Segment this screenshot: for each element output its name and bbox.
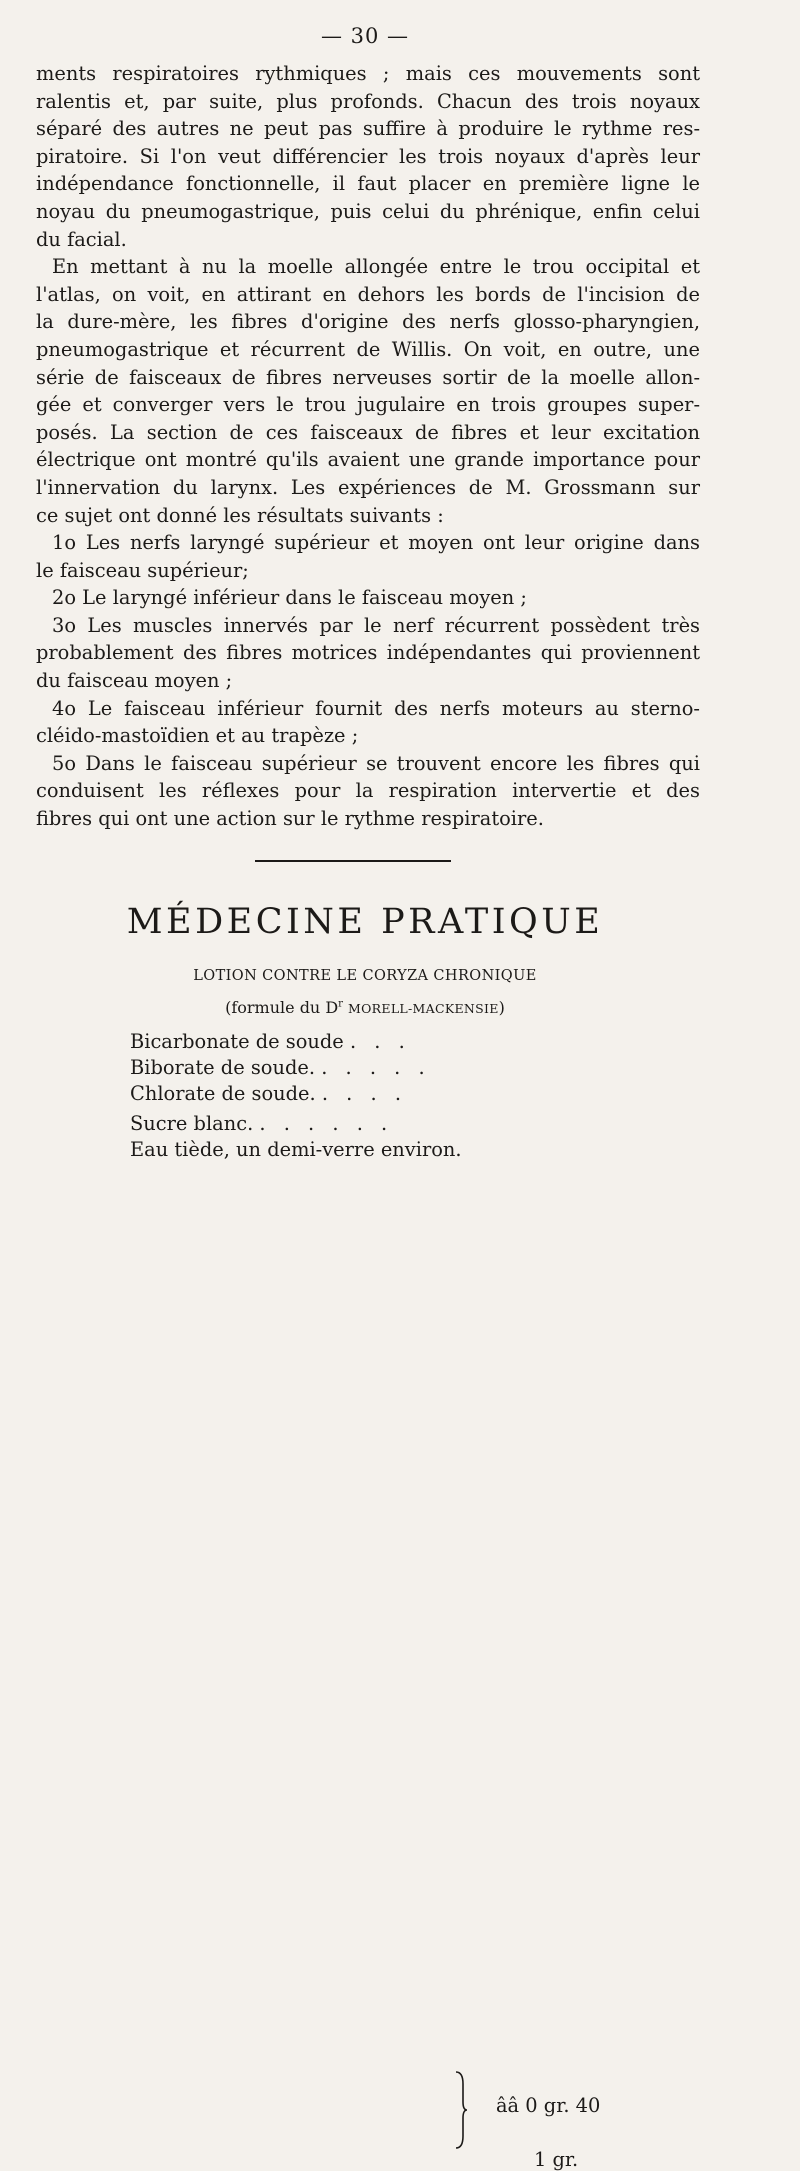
- dot-leader: . . . . . .: [259, 1112, 394, 1135]
- recipe-item: [130, 1138, 462, 1161]
- text-line: indépendance fonctionnelle, il faut placer en première ligne le: [36, 172, 700, 196]
- formula-author: MORELL-MACKENSIE: [348, 1001, 499, 1016]
- section-divider: [255, 860, 451, 862]
- page-number: — 30 —: [320, 24, 410, 48]
- text-line: 3o Les muscles innervés par le nerf récurrent possèdent très: [52, 613, 700, 637]
- text-line: du faisceau moyen ;: [36, 669, 233, 693]
- formula-prefix: (formule du D: [225, 998, 339, 1017]
- recipe-item: [130, 1030, 411, 1053]
- ingredient-name: Sucre blanc.: [130, 1112, 254, 1135]
- formula-attribution: [0, 998, 730, 1017]
- text-line: 2o Le laryngé inférieur dans le faisceau moyen ;: [52, 586, 527, 610]
- recipe-item: [130, 1082, 407, 1105]
- text-line: probablement des fibres motrices indépendantes qui proviennent: [36, 641, 700, 665]
- text-line: ce sujet ont donné les résultats suivants :: [36, 503, 444, 527]
- sugar-quantity: 1 gr.: [534, 2148, 579, 2171]
- text-line: En mettant à nu la moelle allongée entre le trou occipital et: [52, 255, 700, 279]
- text-line: conduisent les réflexes pour la respiration intervertie et des: [36, 779, 700, 803]
- body-paragraphs: [36, 60, 700, 833]
- text-line: pneumogastrique et récurrent de Willis. On voit, en outre, une: [36, 337, 700, 361]
- recipe-title: LOTION CONTRE LE CORYZA CHRONIQUE: [193, 968, 537, 984]
- text-line: le faisceau supérieur;: [36, 558, 249, 582]
- text-line: 5o Dans le faisceau supérieur se trouvent encore les fibres qui: [52, 751, 700, 775]
- recipe-item: [130, 1056, 431, 1079]
- text-line: ralentis et, par suite, plus profonds. Chacun des trois noyaux: [36, 89, 700, 113]
- ingredient-name: Chlorate de soude.: [130, 1082, 316, 1105]
- text-line: ments respiratoires rythmiques ; mais ces mouvements sont: [36, 62, 700, 85]
- text-line: l'innervation du larynx. Les expériences de M. Grossmann sur: [36, 475, 700, 499]
- formula-suffix: ): [498, 998, 505, 1017]
- text-line: électrique ont montré qu'ils avaient une grande importance pour: [36, 448, 700, 472]
- dot-leader: . . . .: [321, 1082, 408, 1105]
- ingredient-name: Eau tiède, un demi-verre environ.: [130, 1138, 462, 1161]
- text-line: gée et converger vers le trou jugulaire en trois groupes super-: [36, 393, 700, 417]
- section-title: MÉDECINE PRATIQUE: [126, 902, 604, 942]
- text-line: cléido-mastoïdien et au trapèze ;: [36, 724, 359, 748]
- text-line: noyau du pneumogastrique, puis celui du phrénique, enfin celui: [36, 199, 700, 223]
- ingredient-name: Bicarbonate de soude: [130, 1030, 344, 1053]
- right-brace-icon: [454, 2070, 468, 2150]
- ingredient-name: Biborate de soude.: [130, 1056, 316, 1079]
- text-line: piratoire. Si l'on veut différencier les trois noyaux d'après leur: [36, 144, 700, 168]
- text-line: 4o Le faisceau inférieur fournit des nerfs moteurs au sterno-: [52, 696, 700, 720]
- text-line: série de faisceaux de fibres nerveuses sortir de la moelle allon-: [36, 365, 700, 389]
- formula-sup: r: [338, 998, 343, 1010]
- text-line: fibres qui ont une action sur le rythme respiratoire.: [36, 807, 544, 831]
- dot-leader: . . .: [349, 1030, 411, 1053]
- text-line: 1o Les nerfs laryngé supérieur et moyen ont leur origine dans: [52, 531, 700, 555]
- text-line: séparé des autres ne peut pas suffire à produire le rythme res-: [36, 117, 700, 141]
- recipe-item: [130, 1112, 393, 1135]
- text-line: la dure-mère, les fibres d'origine des nerfs glosso-pharyngien,: [36, 310, 700, 334]
- text-line: du facial.: [36, 227, 127, 251]
- text-line: l'atlas, on voit, en attirant en dehors les bords de l'incision de: [36, 282, 700, 306]
- grouped-quantity: ââ 0 gr. 40: [496, 2094, 601, 2117]
- text-line: posés. La section de ces faisceaux de fibres et leur excitation: [36, 420, 700, 444]
- dot-leader: . . . . .: [321, 1056, 431, 1079]
